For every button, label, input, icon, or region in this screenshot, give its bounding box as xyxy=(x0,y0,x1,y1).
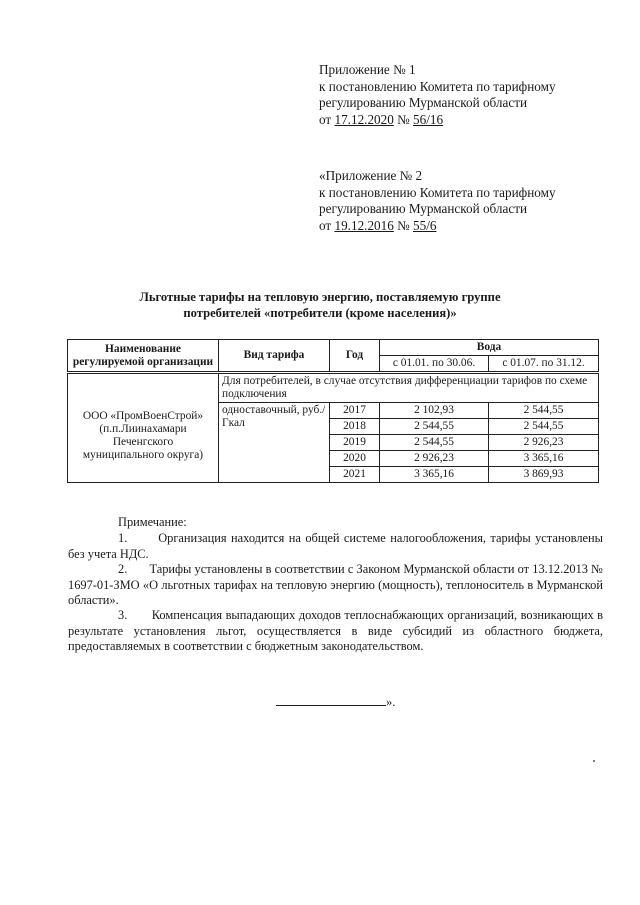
header-water: Вода xyxy=(380,340,599,356)
appendix-1-number: 56/16 xyxy=(413,111,444,127)
scan-speck xyxy=(593,760,595,762)
year-cell: 2017 xyxy=(330,403,380,419)
year-cell: 2019 xyxy=(330,435,380,451)
appendix-2-line3: регулированию Мурманской области xyxy=(319,201,528,217)
title-line-2: потребителей «потребители (кроме населения)» xyxy=(183,306,457,320)
period-1-value: 3 365,16 xyxy=(380,467,489,483)
appendix-2-title: «Приложение № 2 xyxy=(319,168,423,183)
period-1-value: 2 102,93 xyxy=(380,403,489,419)
period-2-value: 2 926,23 xyxy=(489,435,599,451)
notes-section xyxy=(68,515,603,655)
period-2-value: 2 544,55 xyxy=(489,403,599,419)
appendix-1-date: 17.12.2020 xyxy=(334,111,394,127)
header-year: Год xyxy=(330,340,380,373)
year-cell: 2018 xyxy=(330,419,380,435)
period-1-value: 2 544,55 xyxy=(380,419,489,435)
year-cell: 2020 xyxy=(330,451,380,467)
year-cell: 2021 xyxy=(330,467,380,483)
appendix-2-date-line xyxy=(319,218,619,235)
appendix-2-number: 55/6 xyxy=(413,217,437,233)
period-2-value: 2 544,55 xyxy=(489,419,599,435)
header-period-2: с 01.07. по 31.12. xyxy=(489,356,599,373)
closing-quote: ». xyxy=(386,695,396,709)
title-line-1: Льготные тарифы на тепловую энергию, поставляемую группе xyxy=(139,290,501,304)
period-1-value: 2 926,23 xyxy=(380,451,489,467)
org-name-cell: ООО «ПромВоенСтрой» (п.п.Лиинахамари Печенгского муниципального округа) xyxy=(68,373,219,483)
appendix-1-header xyxy=(319,62,619,128)
note-item-1: 1. Организация находится на общей системе налогообложения, тарифы установлены без учета НДС. xyxy=(68,531,603,561)
note-item-2: 2. Тарифы установлены в соответствии с Законом Мурманской области от 13.12.2013 № 1697-01-ЗМО «О льготных тарифах на тепловую энергию (мощность), теплоноситель в Мурманской области». xyxy=(68,562,603,608)
appendix-1-date-line xyxy=(319,112,619,129)
number-prefix: № xyxy=(393,111,414,127)
header-org: Наименование регулируемой организации xyxy=(68,340,219,373)
header-tariff-type: Вид тарифа xyxy=(219,340,330,373)
header-period-1: с 01.01. по 30.06. xyxy=(380,356,489,373)
signature-line xyxy=(276,695,386,706)
period-2-value: 3 869,93 xyxy=(489,467,599,483)
notes-heading: Примечание: xyxy=(118,515,187,529)
appendix-2-date: 19.12.2016 xyxy=(334,217,394,233)
date-prefix: от xyxy=(319,217,335,233)
appendix-1-line2: к постановлению Комитета по тарифному xyxy=(319,78,556,94)
note-item-3: 3. Компенсация выпадающих доходов теплоснабжающих организаций, возникающих в результате установления льгот, осуществляется в виде субсидий из областного бюджета, предоставляемых в соответствии с бюджетным законодательством. xyxy=(68,608,603,654)
document-title xyxy=(60,289,580,321)
period-1-value: 2 544,55 xyxy=(380,435,489,451)
consumer-note-cell: Для потребителей, в случае отсутствия дифференциации тарифов по схеме подключения xyxy=(219,373,599,403)
period-2-value: 3 365,16 xyxy=(489,451,599,467)
appendix-2-header xyxy=(319,168,619,234)
appendix-1-title: Приложение № 1 xyxy=(319,62,416,77)
tariff-table xyxy=(67,339,599,483)
tariff-kind-cell: одноставочный, руб./Гкал xyxy=(219,403,330,483)
closing-line xyxy=(276,695,395,710)
date-prefix: от xyxy=(319,111,335,127)
appendix-1-line3: регулированию Мурманской области xyxy=(319,95,528,111)
appendix-2-line2: к постановлению Комитета по тарифному xyxy=(319,184,556,200)
number-prefix: № xyxy=(393,217,414,233)
